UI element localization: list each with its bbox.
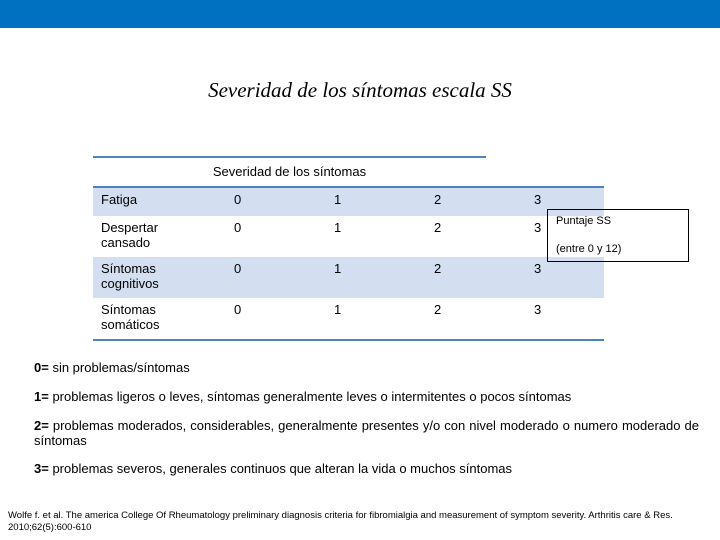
slide-title: Severidad de los síntomas escala SS	[208, 78, 512, 102]
row-label: Fatiga	[93, 187, 204, 216]
score-cell: 3	[504, 257, 604, 298]
table-row	[93, 257, 604, 298]
score-cell: 1	[304, 257, 404, 298]
table-header: Severidad de los síntomas	[93, 156, 486, 186]
score-cell: 1	[304, 298, 404, 340]
legend-item-1	[34, 389, 699, 404]
row-label: Síntomas somáticos	[93, 298, 204, 340]
legend-key: 3=	[34, 461, 49, 476]
score-cell: 0	[204, 298, 304, 340]
score-cell: 0	[204, 257, 304, 298]
row-label: Síntomas cognitivos	[93, 257, 204, 298]
ss-score-box	[547, 209, 689, 262]
severity-table	[93, 156, 542, 341]
legend-text: sin problemas/síntomas	[48, 360, 190, 375]
legend-item-0	[34, 360, 699, 375]
legend-key: 2=	[34, 418, 49, 433]
legend-text: problemas severos, generales continuos que alteran la vida o muchos síntomas	[48, 461, 513, 476]
score-cell: 2	[404, 187, 504, 216]
score-cell: 0	[234, 220, 242, 235]
score-cell: 3	[504, 298, 604, 340]
legend-key: 1=	[34, 389, 49, 404]
score-cell: 2	[404, 257, 504, 298]
citation: Wolfe f. et al. The america College Of Rheumatology preliminary diagnosis criteria for fibromialgia and measurement of symptom severity. Arthritis care & Res. 2010;62(5):600-610	[8, 510, 673, 533]
top-accent-bar	[0, 0, 720, 28]
score-cell: 1	[334, 220, 342, 235]
legend-item-3	[34, 461, 699, 476]
table-row	[93, 298, 604, 340]
score-cell: 3	[534, 220, 542, 235]
legend-item-2	[34, 418, 699, 448]
score-cell: 0	[204, 187, 304, 216]
legend-key: 0=	[34, 360, 49, 375]
score-cell: 1	[304, 187, 404, 216]
legend-text: problemas moderados, considerables, generalmente presentes y/o con nivel moderado o numero moderado de síntomas	[34, 418, 699, 448]
table-row	[93, 187, 604, 216]
score-box-range: (entre 0 y 12)	[556, 243, 622, 255]
legend-text: problemas ligeros o leves, síntomas generalmente leves o intermitentes o pocos síntomas	[48, 389, 572, 404]
score-cell: 2	[404, 298, 504, 340]
score-box-title: Puntaje SS	[556, 215, 612, 227]
table-row	[93, 216, 604, 257]
score-cell: 3	[504, 187, 604, 216]
score-cell: 2	[434, 220, 442, 235]
row-label: Despertar cansado	[101, 220, 159, 250]
